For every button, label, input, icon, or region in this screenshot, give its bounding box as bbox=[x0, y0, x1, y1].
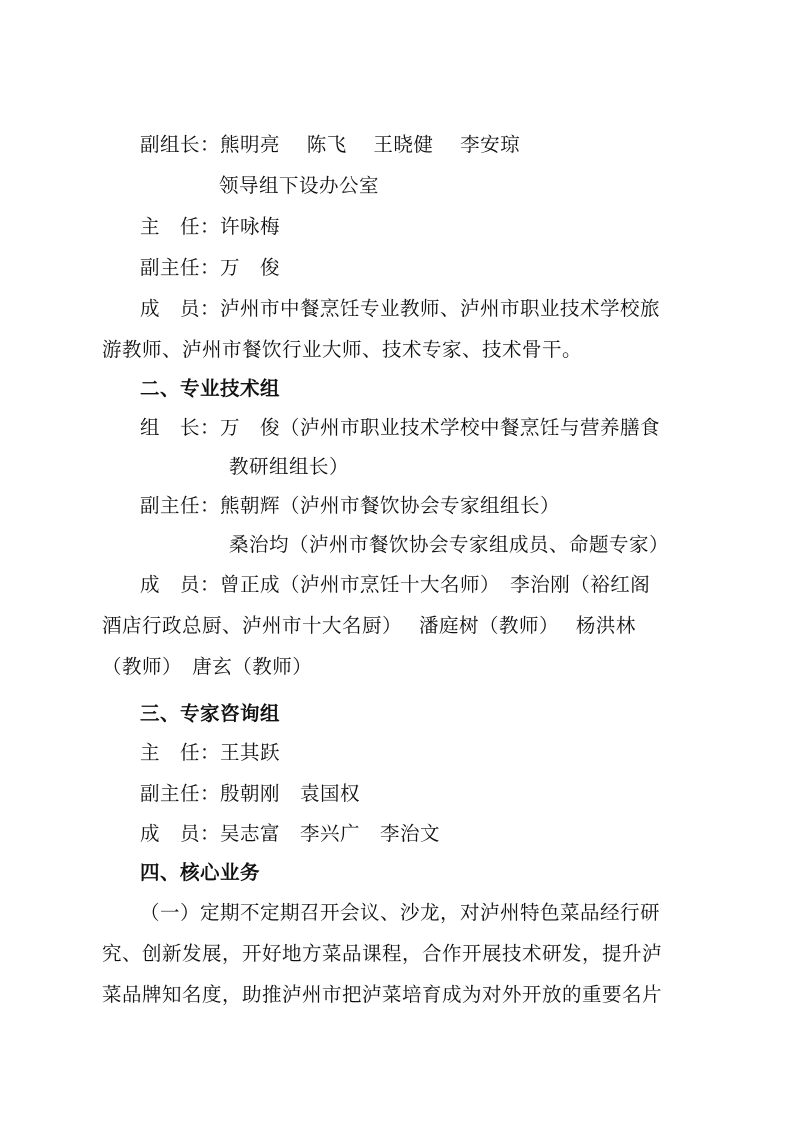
tech-members-line: 成 员：曾正成（泸州市烹饪十大名师） 李治刚（裕红阁 bbox=[140, 573, 651, 596]
office-subheading: 领导组下设办公室 bbox=[219, 174, 380, 197]
tech-members-line-cont: 酒店行政总厨、泸州市十大名厨） 潘庭树（教师） 杨洪林 bbox=[102, 614, 636, 637]
expert-deputy-line: 副主任：殷朝刚 袁国权 bbox=[140, 782, 361, 805]
members-line: 成 员：泸州市中餐烹饪专业教师、泸州市职业技术学校旅 bbox=[140, 297, 661, 320]
business-paragraph-line-3: 菜品牌知名度，助推泸州市把泸菜培育成为对外开放的重要名片 bbox=[102, 983, 663, 1006]
section-heading-2: 二、专业技术组 bbox=[140, 377, 281, 400]
business-paragraph-line-2: 究、创新发展，开好地方菜品课程，合作开展技术研发，提升泸 bbox=[102, 942, 663, 965]
expert-members-line: 成 员：吴志富 李兴广 李治文 bbox=[140, 822, 441, 845]
tech-deputy-line-2: 桑治均（泸州市餐饮协会专家组成员、命题专家） bbox=[229, 533, 670, 556]
members-line-cont: 游教师、泸州市餐饮行业大师、技术专家、技术骨干。 bbox=[102, 338, 583, 361]
section-heading-3: 三、专家咨询组 bbox=[140, 702, 281, 725]
tech-leader-line-cont: 教研组组长） bbox=[229, 455, 350, 478]
expert-director-line: 主 任：王其跃 bbox=[140, 741, 281, 764]
tech-members-line-cont-2: （教师） 唐玄（教师） bbox=[102, 655, 313, 678]
tech-leader-line: 组 长：万 俊（泸州市职业技术学校中餐烹饪与营养膳食 bbox=[140, 416, 661, 439]
tech-deputy-line: 副主任：熊朝辉（泸州市餐饮协会专家组组长） bbox=[140, 494, 561, 517]
business-paragraph-line-1: （一）定期不定期召开会议、沙龙，对泸州特色菜品经行研 bbox=[140, 901, 661, 924]
director-line: 主 任：许咏梅 bbox=[140, 215, 281, 238]
deputy-director-line: 副主任：万 俊 bbox=[140, 256, 281, 279]
section-heading-4: 四、核心业务 bbox=[140, 861, 261, 884]
vice-leader-line: 副组长：熊明亮 陈飞 王晓健 李安琼 bbox=[140, 133, 521, 156]
